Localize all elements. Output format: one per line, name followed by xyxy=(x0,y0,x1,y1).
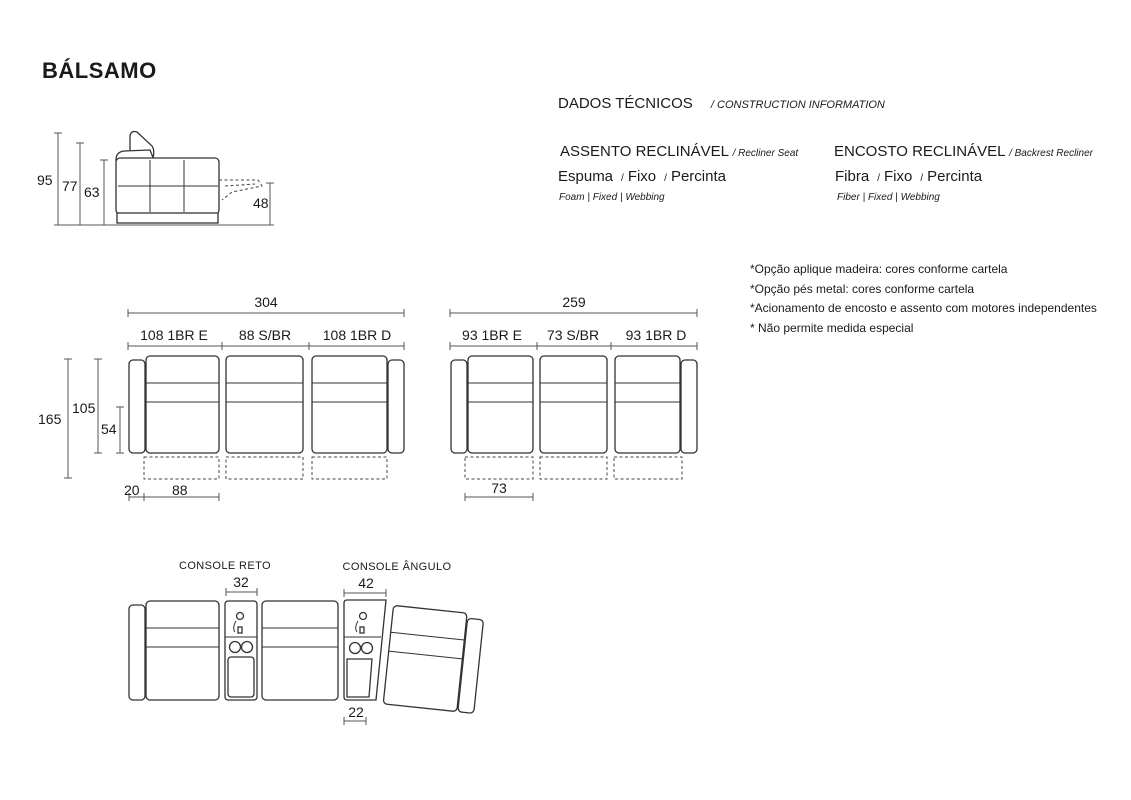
dim-20: 20 xyxy=(124,482,140,498)
module-label: 88 S/BR xyxy=(238,327,292,343)
page-title: BÁLSAMO xyxy=(42,58,157,83)
backrest-spec-items-en: Fiber | Fixed | Webbing xyxy=(837,192,940,203)
console-angulo-label: CONSOLE ÂNGULO xyxy=(342,561,452,573)
dim-105: 105 xyxy=(72,400,96,416)
console-reto-label: CONSOLE RETO xyxy=(178,560,272,572)
recliner-footrest-line xyxy=(225,184,255,186)
console-usb xyxy=(238,627,242,633)
module-label: 108 1BR D xyxy=(322,327,392,343)
left-arm xyxy=(129,605,145,700)
cup-holder xyxy=(350,643,361,654)
note-item: *Opção pés metal: cores conforme cartela xyxy=(750,281,975,296)
backrest-spec-title-pt: ENCOSTO RECLINÁVEL xyxy=(834,143,1005,160)
seat-item-webbing-en: Webbing xyxy=(625,192,665,203)
right-arm xyxy=(681,360,697,453)
module-label: 93 1BR D xyxy=(625,327,687,343)
seat-middle xyxy=(262,601,338,700)
dim-95: 95 xyxy=(37,172,53,188)
seat-left xyxy=(146,601,219,700)
construction-info-sub: / CONSTRUCTION INFORMATION xyxy=(710,99,885,111)
backrest-item-webbing: Percinta xyxy=(927,168,983,185)
module-label: 93 1BR E xyxy=(462,327,522,343)
backrest-item-webbing-en: Webbing xyxy=(900,192,940,203)
dim-88: 88 xyxy=(172,482,188,498)
backrest-spec-items: Fibra / Fixo / Percinta xyxy=(835,168,983,185)
dim-32: 32 xyxy=(233,574,249,590)
seat-right xyxy=(312,356,387,453)
recliner-extension xyxy=(312,457,387,479)
backrest-item-fiber: Fibra xyxy=(835,168,870,185)
backrest-spec-title-en: / Backrest Recliner xyxy=(1009,148,1093,159)
seat-item-fixed-en: Fixed xyxy=(592,192,618,203)
seat-middle xyxy=(226,356,303,453)
note-item: * Não permite medida especial xyxy=(750,320,914,335)
cup-holder xyxy=(362,643,373,654)
backrest-item-fixed-en: Fixed xyxy=(867,192,893,203)
seat-middle xyxy=(540,356,607,453)
recliner-extension xyxy=(540,457,607,479)
seat-left xyxy=(468,356,533,453)
cup-holder xyxy=(242,642,253,653)
note-item: *Acionamento de encosto e assento com motores independentes xyxy=(750,301,1097,315)
seat-item-webbing: Percinta xyxy=(670,168,726,185)
note-item: *Opção aplique madeira: cores conforme cartela xyxy=(750,262,1008,276)
console-control xyxy=(237,613,244,620)
sofa-304 xyxy=(38,294,404,501)
dados-tecnicos-label: DADOS TÉCNICOS xyxy=(558,95,693,112)
dim-77: 77 xyxy=(62,178,78,194)
dim-165: 165 xyxy=(38,411,62,427)
dim-259: 259 xyxy=(562,294,586,310)
seat-item-foam: Espuma xyxy=(558,168,614,185)
consoles-plan xyxy=(129,560,484,725)
left-arm xyxy=(129,360,145,453)
right-arm xyxy=(388,360,404,453)
dim-54: 54 xyxy=(101,421,117,437)
recliner-extension xyxy=(614,457,682,479)
console-control xyxy=(360,613,367,620)
dim-48: 48 xyxy=(253,195,269,211)
backrest-item-fixed: Fixo xyxy=(883,168,913,185)
seat-right xyxy=(615,356,680,453)
recliner-extension xyxy=(226,457,303,479)
cup-holder xyxy=(230,642,241,653)
seat-spec-title-en: / Recliner Seat xyxy=(732,148,799,159)
module-label: 108 1BR E xyxy=(140,327,208,343)
seat-left xyxy=(146,356,219,453)
console-usb xyxy=(360,627,364,633)
sofa-base xyxy=(117,213,218,223)
backrest-item-fiber-en: Fiber xyxy=(837,192,860,203)
dim-42: 42 xyxy=(358,575,374,591)
seat-spec-title-pt: ASSENTO RECLINÁVEL xyxy=(560,143,729,160)
dim-73: 73 xyxy=(491,480,507,496)
dim-63: 63 xyxy=(84,184,100,200)
left-arm xyxy=(451,360,467,453)
angled-seat-group xyxy=(383,605,484,713)
recliner-extension xyxy=(465,457,533,479)
side-view xyxy=(37,132,274,226)
seat-spec-items: Espuma / Fixo / Percinta xyxy=(558,168,726,185)
dim-22: 22 xyxy=(348,704,364,720)
module-label: 73 S/BR xyxy=(546,327,600,343)
console-compartment xyxy=(347,659,372,697)
console-compartment xyxy=(228,657,254,697)
seat-item-foam-en: Foam xyxy=(559,192,585,203)
recliner-extension xyxy=(144,457,219,479)
sofa-259 xyxy=(450,294,697,501)
seat-item-fixed: Fixo xyxy=(627,168,657,185)
seat-spec-items-en: Foam | Fixed | Webbing xyxy=(559,192,665,203)
dim-304: 304 xyxy=(254,294,278,310)
